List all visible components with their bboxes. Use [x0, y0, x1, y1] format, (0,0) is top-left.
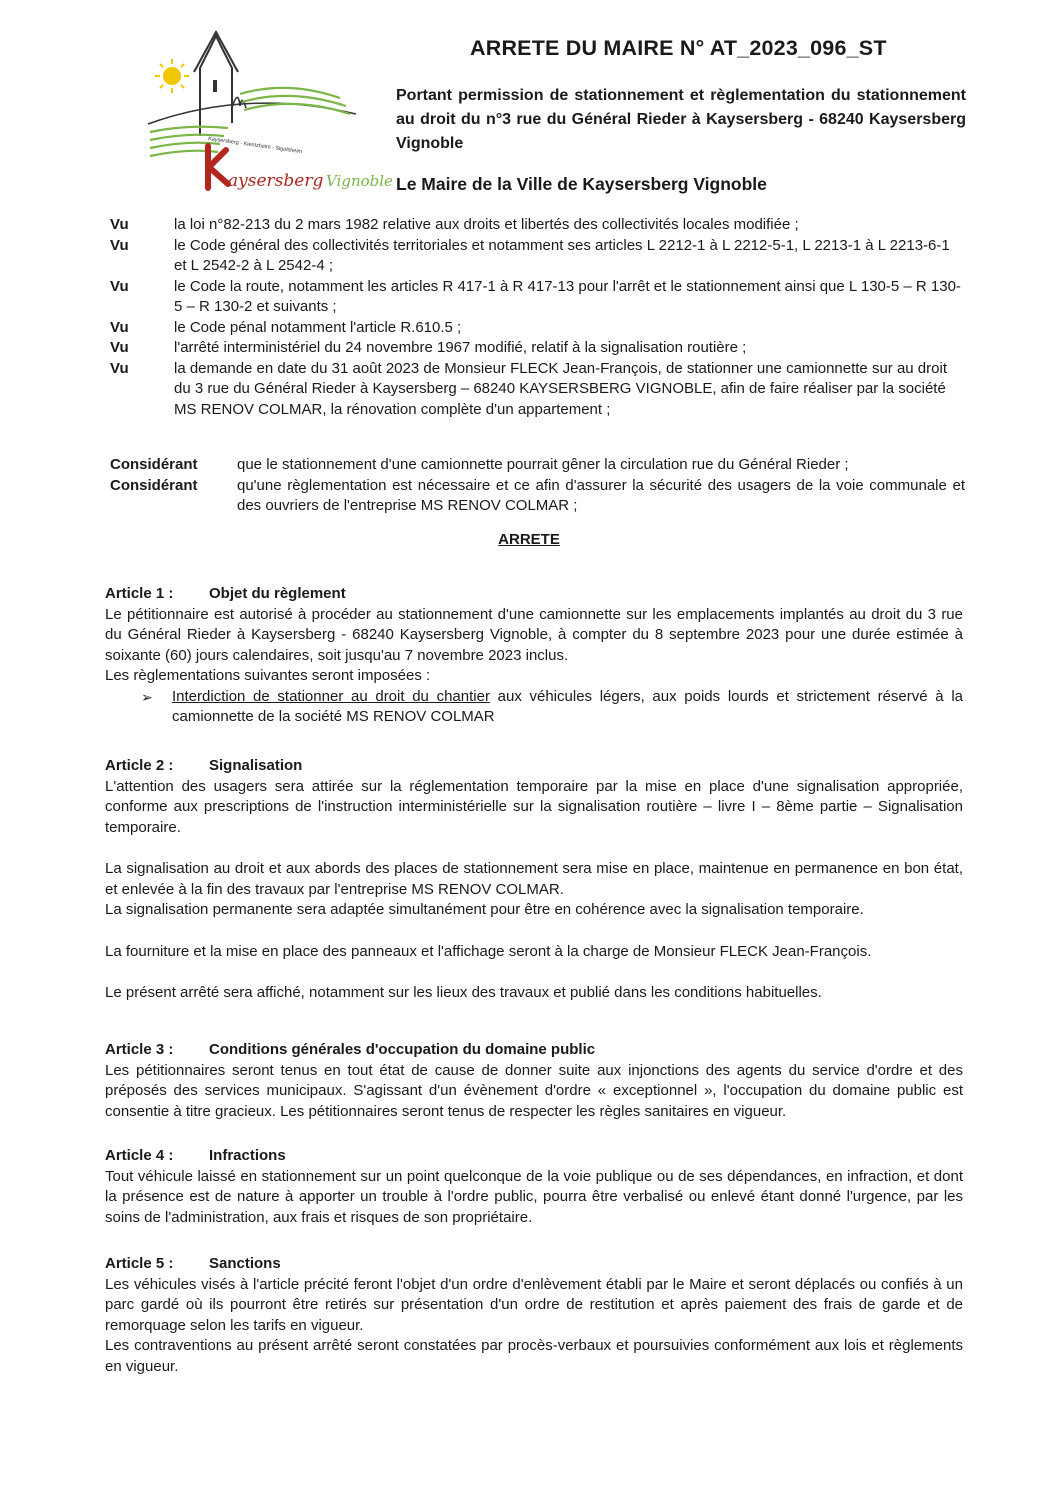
- article-5: [105, 1254, 963, 1377]
- arrow-bullet-icon: ➢: [141, 688, 153, 705]
- article-heading: [105, 1146, 963, 1167]
- article-title: Objet du règlement: [209, 585, 346, 602]
- sun-icon: [163, 67, 181, 85]
- document-subtitle: Portant permission de stationnement et règlementation du stationnement au droit du n°3 rue du Général Rieder à Kaysersberg - 68240 Kaysersberg Vignoble: [396, 87, 966, 152]
- vu-label: Vu: [110, 339, 129, 356]
- vu-label: Vu: [110, 318, 129, 336]
- article-paragraph: L'attention des usagers sera attirée sur la réglementation temporaire par la mise en place d'une signalisation appropriée, conforme aux prescriptions de l'instruction interministérielle sur la signalisation routière – livre I – 8ème partie – Signalisation temporaire.: [105, 777, 963, 836]
- bullet-text: [172, 687, 963, 728]
- vu-item: [110, 359, 965, 421]
- article-paragraph: Le présent arrêté sera affiché, notamment sur les lieux des travaux et publié dans les conditions habituelles.: [105, 984, 822, 1001]
- mayor-heading: Le Maire de la Ville de Kaysersberg Vignoble: [396, 174, 767, 194]
- article-paragraph: La fourniture et la mise en place des panneaux et l'affichage seront à la charge de Monsieur FLECK Jean-François.: [105, 942, 872, 960]
- article-paragraph: Les pétitionnaires seront tenus en tout état de cause de donner suite aux injonctions des agents du service d'ordre et des préposés des services municipaux. S'agissant d'un évènement d'ordre « exceptionnel », l'occupation du domaine public est consentie à titre gracieux. Les pétitionnaires seront tenus de respecter les règles sanitaires en vigueur.: [105, 1061, 963, 1120]
- considerant-label: Considérant: [110, 476, 198, 494]
- article-heading: [105, 756, 963, 777]
- vu-text: l'arrêté interministériel du 24 novembre 1967 modifié, relatif à la signalisation routière ;: [174, 339, 747, 356]
- article-title: Signalisation: [209, 757, 303, 774]
- vu-item: [110, 236, 965, 277]
- article-paragraph: La signalisation permanente sera adaptée simultanément pour être en cohérence avec la signalisation temporaire.: [105, 901, 864, 918]
- article-title: Sanctions: [209, 1255, 281, 1272]
- vu-text: le Code général des collectivités territoriales et notamment ses articles L 2212-1 à L 2212-5-1, L 2213-1 à L 2213-6-1 et L 2542-2 à L 2542-4 ;: [174, 236, 950, 274]
- considerant-text: qu'une règlementation est nécessaire et ce afin d'assurer la sécurité des usagers de la voie communale et des ouvriers de l'entreprise MS RENOV COLMAR ;: [237, 476, 965, 514]
- vu-text: la loi n°82-213 du 2 mars 1982 relative aux droits et libertés des collectivités locales modifiée ;: [174, 216, 799, 233]
- article-title: Conditions générales d'occupation du domaine public: [209, 1041, 596, 1058]
- article-paragraph: La signalisation au droit et aux abords des places de stationnement sera mise en place, maintenue en permanence en bon état, et enlevée à la fin des travaux par l'entreprise MS RENOV COLMAR.: [105, 860, 963, 898]
- bullet-item: [141, 687, 963, 728]
- article-title: Infractions: [209, 1147, 286, 1164]
- vu-label: Vu: [110, 277, 129, 295]
- article-number: Article 4 :: [105, 1147, 174, 1164]
- article-heading: [105, 1040, 963, 1061]
- logo-graphic: [128, 28, 393, 193]
- vu-text: la demande en date du 31 août 2023 de Monsieur FLECK Jean-François, de stationner une camionnette sur au droit du 3 rue du Général Rieder à Kaysersberg – 68240 KAYSERSBERG VIGNOBLE, afin de faire réaliser par la société MS RENOV COLMAR, la rénovation complète d'un appartement ;: [174, 359, 947, 418]
- article-number: Article 1 :: [105, 585, 174, 602]
- article-3: [105, 1040, 963, 1122]
- vu-item: [110, 318, 965, 339]
- logo-arc-text: Kaysersberg - Kientzheim - Sigolsheim: [207, 136, 303, 156]
- vu-label: Vu: [110, 216, 129, 233]
- article-number: Article 5 :: [105, 1255, 174, 1272]
- vu-label: Vu: [110, 359, 129, 377]
- vu-text: le Code pénal notamment l'article R.610.5 ;: [174, 318, 462, 336]
- vu-item: [110, 338, 965, 359]
- article-paragraph: Les contraventions au présent arrêté seront constatées par procès-verbaux et poursuivies conformément aux lois et règlements en vigueur.: [105, 1337, 963, 1375]
- vu-label: Vu: [110, 236, 129, 254]
- article-paragraph: Les véhicules visés à l'article précité feront l'objet d'un ordre d'enlèvement établi par le Maire et seront déplacés ou confiés à un parc gardé où ils pourront être retirés sur présentation d'un ordre de restitution et après paiement des frais de garde et de remorquage selon les tarifs en vigueur.: [105, 1275, 963, 1334]
- vu-text: le Code la route, notamment les articles R 417-1 à R 417-13 pour l'arrêt et le stationnement ainsi que L 130-5 – R 130-5 – R 130-2 et suivants ;: [174, 277, 961, 315]
- article-paragraph: Tout véhicule laissé en stationnement sur un point quelconque de la voie publique ou de ses dépendances, en infraction, et dont la présence est de nature à apporter un trouble à l'ordre public, pourra être verbalisé ou enlevé étant donné l'urgence, par les soins de l'administration, aux frais et risques de son propriétaire.: [105, 1167, 963, 1226]
- vu-item: [110, 277, 965, 318]
- considerant-item: [110, 455, 965, 476]
- article-4: [105, 1146, 963, 1228]
- article-heading: [105, 1254, 963, 1275]
- article-paragraph: Le pétitionnaire est autorisé à procéder au stationnement d'une camionnette sur les emplacements implantés au droit du 3 rue du Général Rieder à Kaysersberg - 68240 Kaysersberg Vignoble, à compter du 8 septembre 2023 pour une durée estimée à soixante (60) jours calendaires, soit jusqu'au 7 novembre 2023 inclus.: [105, 605, 963, 664]
- article-2: [105, 756, 963, 1004]
- logo-wordmark-red: aysersberg: [228, 171, 324, 191]
- bullet-underlined-text: Interdiction de stationner au droit du chantier: [172, 687, 490, 705]
- article-paragraph: Les règlementations suivantes seront imposées :: [105, 667, 431, 684]
- vu-item: [110, 215, 965, 236]
- article-number: Article 3 :: [105, 1041, 174, 1058]
- article-1: [105, 584, 963, 728]
- municipal-logo: [128, 28, 393, 193]
- logo-wordmark-green: Vignoble: [326, 172, 393, 190]
- document-title: ARRETE DU MAIRE N° AT_2023_096_ST: [470, 36, 887, 60]
- article-number: Article 2 :: [105, 757, 174, 774]
- article-heading: [105, 584, 963, 605]
- considerant-item: [110, 476, 965, 517]
- considerant-text: que le stationnement d'une camionnette pourrait gêner la circulation rue du Général Rieder ;: [237, 456, 849, 473]
- arrete-heading: ARRETE: [498, 531, 560, 548]
- considerant-list: [110, 455, 965, 517]
- considerant-label: Considérant: [110, 456, 198, 473]
- vu-list: [110, 215, 965, 420]
- bullet-rest-text: aux véhicules légers, aux poids lourds et strictement réservé à la camionnette de la société MS RENOV COLMAR: [172, 687, 963, 725]
